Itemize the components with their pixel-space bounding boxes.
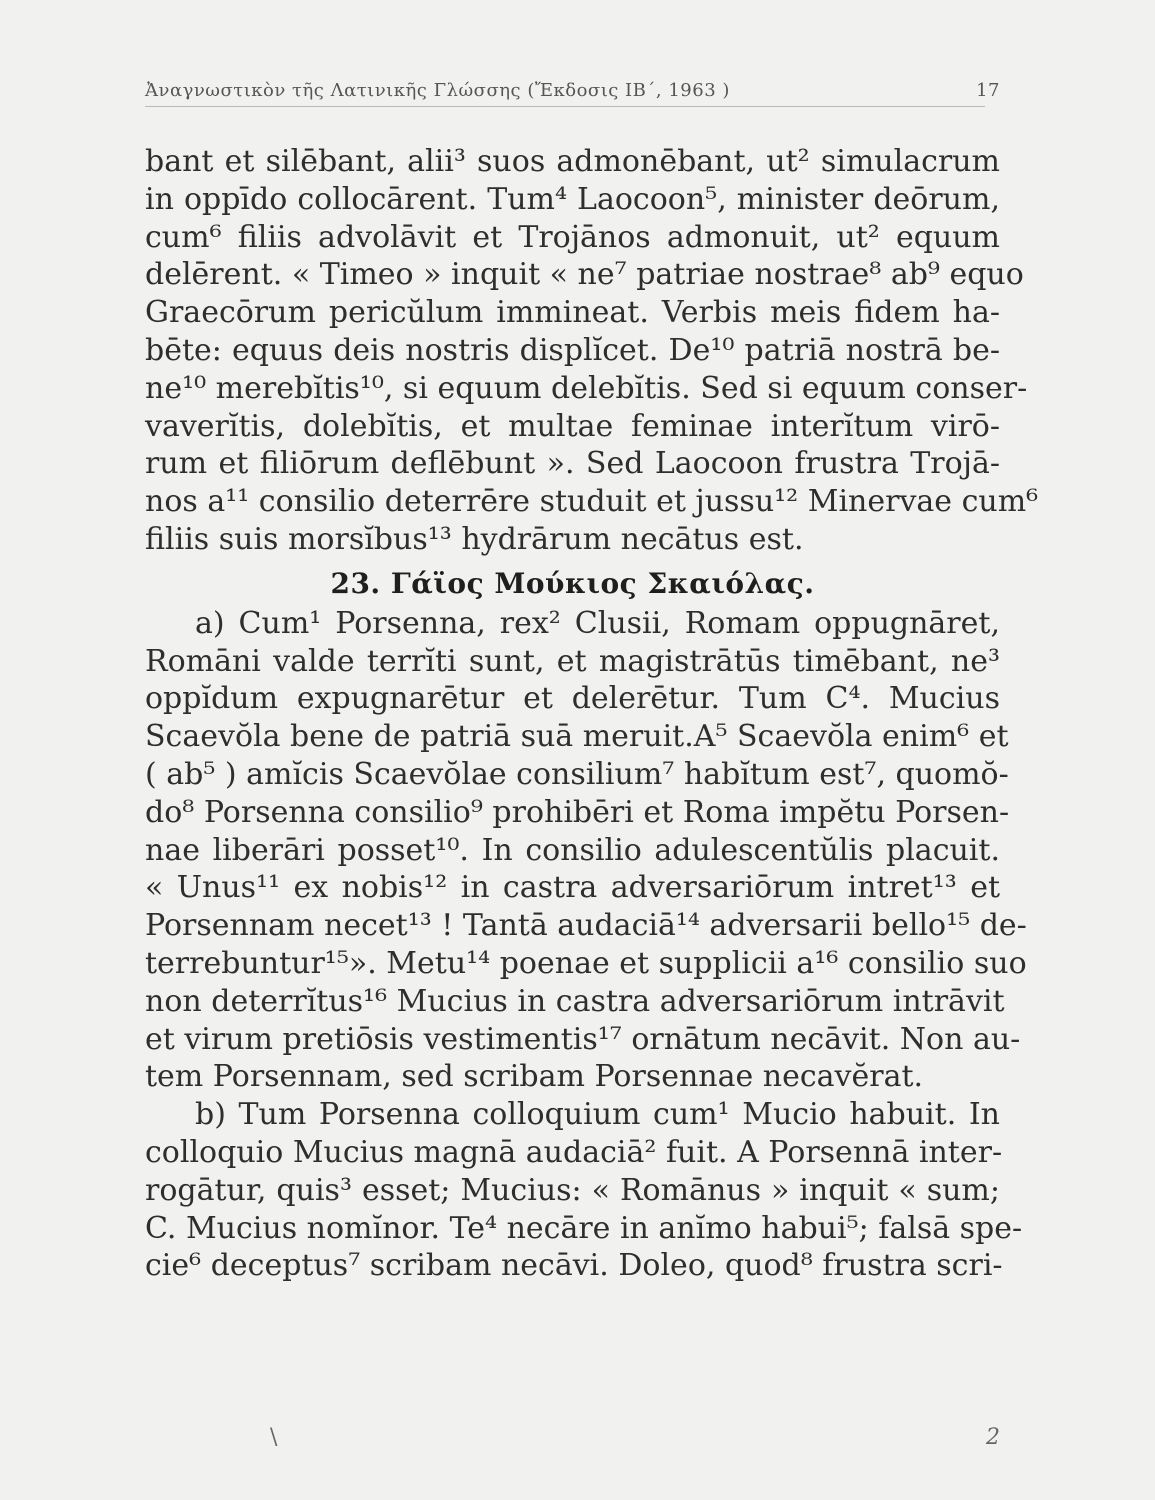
text-line: bēte: equus deis nostris displĭcet. De¹⁰ patriā nostrā be- bbox=[145, 332, 1000, 368]
text-line: bant et silēbant, alii³ suos admonēbant, ut² simulacrum bbox=[145, 144, 1000, 179]
text-line: oppĭdum expugnarētur et delerētur. Tum C⁴. Mucius bbox=[145, 681, 1000, 717]
text-line: cie⁶ deceptus⁷ scribam necāvi. Doleo, quod⁸ frustra scri- bbox=[145, 1248, 1003, 1284]
page-number: 17 bbox=[976, 80, 1000, 101]
text-line: a) Cum¹ Porsenna, rex² Clusii, Romam oppugnāret, bbox=[195, 605, 1000, 641]
paragraph-laocoon bbox=[145, 143, 1039, 559]
text-line: Scaevŏla bene de patriā suā meruit.A⁵ Scaevŏla enim⁶ et bbox=[145, 719, 1009, 755]
text-line: Graecōrum pericŭlum immineat. Verbis meis fidem ha- bbox=[145, 295, 1000, 331]
section-heading: 23. Γάϊος Μούκιος Σκαιόλας. bbox=[330, 566, 815, 600]
text-line: cum⁶ filiis advolāvit et Trojānos admonuit, ut² equum bbox=[145, 219, 1000, 255]
text-line: colloquio Mucius magnā audaciā² fuit. A Porsennā inter- bbox=[145, 1134, 1003, 1170]
text-line: ( ab⁵ ) amĭcis Scaevŏlae consilium⁷ habĭtum est⁷, quomŏ- bbox=[145, 756, 1009, 792]
text-line: delērent. « Timeo » inquit « ne⁷ patriae nostrae⁸ ab⁹ equo bbox=[145, 257, 1024, 293]
text-line: b) Tum Porsenna colloquium cum¹ Mucio habuit. In bbox=[195, 1097, 1000, 1133]
paragraph-b bbox=[145, 1096, 1023, 1285]
text-line: terrebuntur¹⁵». Metu¹⁴ poenae et supplicii a¹⁶ consilio suo bbox=[145, 945, 1027, 981]
text-line: rum et filiōrum deflēbunt ». Sed Laocoon frustra Trojā- bbox=[145, 446, 1000, 482]
running-head-title: Ἀναγνωστικὸν τῆς Λατινικῆς Γλώσσης (Ἔκδοσις ΙΒ΄, 1963 ) bbox=[145, 80, 730, 101]
text-body bbox=[145, 143, 1039, 1285]
text-line: in oppīdo collocārent. Tum⁴ Laocoon⁵, minister deōrum, bbox=[145, 181, 1000, 217]
text-line: non deterrĭtus¹⁶ Mucius in castra adversariōrum intrāvit bbox=[145, 983, 1005, 1019]
text-line: nos a¹¹ consilio deterrēre studuit et jussu¹² Minervae cum⁶ bbox=[145, 484, 1039, 520]
text-line: nae liberāri posset¹⁰. In consilio adulescentŭlis placuit. bbox=[145, 832, 1000, 868]
text-line: Romāni valde terrĭti sunt, et magistrātūs timēbant, ne³ bbox=[145, 643, 1000, 679]
text-line: ne¹⁰ merebĭtis¹⁰, si equum delebĭtis. Sed si equum conser- bbox=[145, 370, 1028, 406]
text-line: Porsennam necet¹³ ! Tantā audaciā¹⁴ adversarii bello¹⁵ de- bbox=[145, 908, 1027, 944]
text-line: rogātur, quis³ esset; Mucius: « Romānus » inquit « sum; bbox=[145, 1172, 1000, 1208]
text-line: do⁸ Porsenna consilio⁹ prohibēri et Roma impĕtu Porsen- bbox=[145, 794, 1010, 830]
footer-mark: \ bbox=[270, 1425, 278, 1450]
text-line: C. Mucius nomĭnor. Te⁴ necāre in anĭmo habui⁵; falsā spe- bbox=[145, 1210, 1023, 1246]
paragraph-a bbox=[145, 605, 1027, 1096]
signature-mark: 2 bbox=[986, 1425, 1000, 1450]
text-line: et virum pretiōsis vestimentis¹⁷ ornātum necāvit. Non au- bbox=[145, 1021, 1021, 1057]
running-head bbox=[145, 76, 1000, 107]
text-line: filiis suis morsĭbus¹³ hydrārum necātus est. bbox=[145, 521, 804, 557]
text-line: « Unus¹¹ ex nobis¹² in castra adversariōrum intret¹³ et bbox=[145, 870, 1000, 906]
text-line: vaverĭtis, dolebĭtis, et multae feminae interĭtum virō- bbox=[145, 408, 1000, 444]
text-line: tem Porsennam, sed scribam Porsennae necavĕrat. bbox=[145, 1059, 924, 1095]
